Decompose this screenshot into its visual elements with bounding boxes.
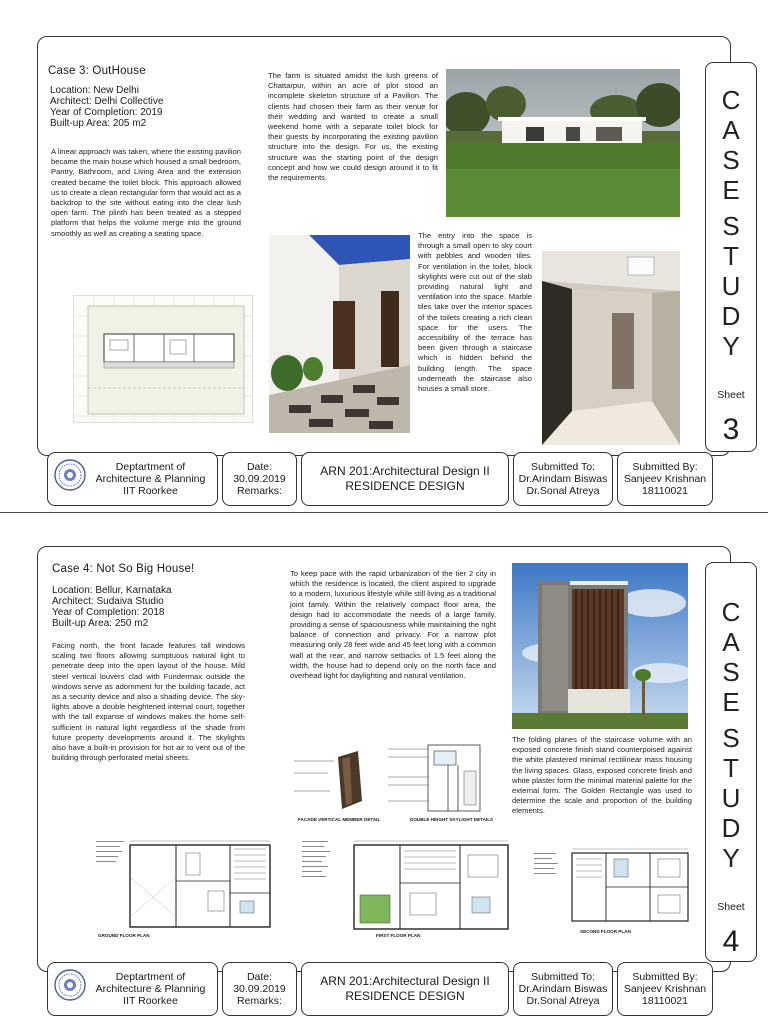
side-letter: E (722, 687, 740, 717)
date-value: 30.09.2019 (233, 983, 286, 995)
plan-label: GROUND FLOOR PLAN (98, 933, 150, 938)
course-box (301, 962, 509, 1016)
date-label: Date: (246, 461, 273, 473)
course-box (301, 452, 509, 506)
submitted-by-box (617, 452, 713, 506)
built-up-area: Built-up Area: 250 m2 (52, 618, 149, 629)
side-letter: U (721, 271, 741, 301)
sheet-3 (0, 0, 768, 508)
side-letter: D (721, 813, 741, 843)
remarks-label: Remarks: (237, 485, 282, 497)
plan-label: SECOND FLOOR PLAN (580, 929, 631, 934)
detail-label: DOUBLE HEIGHT SKYLIGHT DETAILS (410, 817, 494, 822)
enrollment-number: 18110021 (642, 995, 688, 1007)
side-letter: S (722, 211, 740, 241)
submitted-to-name: Dr.Arindam Biswas (518, 473, 608, 485)
side-letter: C (721, 597, 741, 627)
submitted-by-box (617, 962, 713, 1016)
description-paragraph-1: A linear approach was taken, where the existing pavilion became the main house which housed a small bedroom, Pantry, Bathroom, and Living Area and the extension created became the toilet block. This approach allowed us to create a clean rectangular form that would act as a backdrop to the site without eating into the clear lush open farm. The plinth has been treated as a stepped platform that helps the volume merge into the ground smoothly as well as creating a seating space. (51, 147, 241, 238)
side-letter: A (722, 115, 740, 145)
submitted-by-label: Submitted By: (632, 971, 698, 983)
department-line: IIT Roorkee (123, 485, 178, 497)
date-box (222, 962, 297, 1016)
submitted-to-name: Dr.Sonal Atreya (526, 485, 600, 497)
submitted-to-name: Dr.Sonal Atreya (526, 995, 600, 1007)
sheet-4-frame (37, 546, 731, 972)
plan-label: FIRST FLOOR PLAN (376, 933, 421, 938)
courtyard-photo (269, 235, 410, 433)
submitted-to-label: Submitted To: (530, 971, 595, 983)
department-line: IIT Roorkee (123, 995, 178, 1007)
side-label (705, 562, 757, 962)
side-label (705, 62, 757, 452)
submitted-to-name: Dr.Arindam Biswas (518, 983, 608, 995)
completion-year: Year of Completion: 2019 (50, 107, 163, 118)
date-value: 30.09.2019 (233, 473, 286, 485)
side-letter: T (723, 241, 739, 271)
side-letter: U (721, 783, 741, 813)
submitted-to-box (513, 452, 613, 506)
iit-roorkee-logo (54, 459, 86, 491)
built-up-area: Built-up Area: 205 m2 (50, 118, 147, 129)
first-floor-plan (300, 837, 522, 941)
exterior-photo (446, 69, 680, 217)
submitted-to-box (513, 962, 613, 1016)
department-box (47, 452, 218, 506)
iit-roorkee-logo (54, 969, 86, 1001)
side-letter: D (721, 301, 741, 331)
remarks-label: Remarks: (237, 995, 282, 1007)
ground-floor-plan (94, 837, 280, 941)
department-box (47, 962, 218, 1016)
sheet-divider (0, 512, 768, 513)
department-line: Deptartment of (115, 461, 186, 473)
location: Location: New Delhi (50, 85, 139, 96)
course-title: ARN 201:Architectural Design II (320, 974, 490, 988)
side-letter: A (722, 627, 740, 657)
architect: Architect: Delhi Collective (50, 96, 164, 107)
location: Location: Bellur, Karnataka (52, 585, 172, 596)
site-plan-drawing (73, 295, 253, 423)
interior-photo (542, 251, 680, 445)
sheet-3-frame (37, 36, 731, 456)
case-meta (52, 585, 172, 629)
design-title: RESIDENCE DESIGN (345, 989, 465, 1003)
exterior-photo (512, 563, 688, 729)
description-paragraph-3: The entry into the space is through a small open to sky court with pebbles and wooden tiles. For ventilation in the toilet, block skylights were cut out of the slab providing natural light and ventilation into the space. Marble tiles take over the interior spaces of the toilets creating a rich clean space for the users. The accessibility of the terrace has been given through a staircase which is hidden behind the building length. The space underneath the staircase also houses a small store. (418, 231, 532, 394)
department-line: Architecture & Planning (95, 473, 206, 485)
enrollment-number: 18110021 (642, 485, 688, 497)
submitted-by-name: Sanjeev Krishnan (623, 473, 707, 485)
side-letter: Y (722, 331, 740, 361)
second-floor-plan (532, 847, 694, 939)
department-line: Deptartment of (115, 971, 186, 983)
architect: Architect: Sudaiva Studio (52, 596, 164, 607)
sheet-number: 4 (722, 925, 740, 958)
description-paragraph-1: Facing north, the front facade features tall windows scaling two floors allowing sumptuous natural light to penetrate deep into the open layout of the house. Mild steel vertical louvers clad with Fundermax outside the windows serve as adornment for the building facade, act as a security device and also a shading device. The sky-lights above a double heightened internal court, together with the tall expanse of windows makes the home self-sufficient in natural light regardless of the shade from future property developments around it. The skylights also have a built-in provision for hot air to vent out of the building through perforated metal sheets. (52, 641, 245, 763)
side-letter: C (721, 85, 741, 115)
department-line: Architecture & Planning (95, 983, 206, 995)
side-letter: S (722, 145, 740, 175)
construction-details-drawing (288, 741, 498, 831)
side-letter: Y (722, 843, 740, 873)
case-meta (50, 85, 163, 129)
detail-label: FACADE VERTICAL MEMBER DETAIL (298, 817, 381, 822)
sheet-number: 3 (722, 413, 740, 446)
case-title: Case 3: OutHouse (48, 65, 146, 77)
side-letter: E (722, 175, 740, 205)
date-box (222, 452, 297, 506)
case-title: Case 4: Not So Big House! (52, 563, 195, 575)
side-letter: T (723, 753, 739, 783)
sheet-4 (0, 516, 768, 1024)
submitted-by-label: Submitted By: (632, 461, 698, 473)
design-title: RESIDENCE DESIGN (345, 479, 465, 493)
submitted-to-label: Submitted To: (530, 461, 595, 473)
sheet-label: Sheet (717, 389, 745, 401)
side-letter: S (722, 657, 740, 687)
submitted-by-name: Sanjeev Krishnan (623, 983, 707, 995)
course-title: ARN 201:Architectural Design II (320, 464, 490, 478)
description-paragraph-3: The folding planes of the staircase volume with an exposed concrete finish stand counterpoised against the white plastered minimal rectilinear mass housing the living spaces. Glass, exposed concrete finish and white plaster form the minimal material palette for the external form. The Golden Rectangle was used to determine the scale and proportion of the building elements. (512, 735, 692, 816)
side-letter: S (722, 723, 740, 753)
sheet-label: Sheet (717, 901, 745, 913)
description-paragraph-2: The farm is situated amidst the lush greens of Chattarpur, within an acre of plot stood an incomplete skeleton structure of a Pavilion. The clients had chosen their farm as their venue for their wedding and wanted to create a small weekend home with a separate toilet block for their guests by incorporating the existing pavilion structure into the design. For us, the existing structure was the starting point of the design concept and how we could design around it to fit the requirements. (268, 71, 438, 183)
date-label: Date: (246, 971, 273, 983)
description-paragraph-2: To keep pace with the rapid urbanization of the tier 2 city in which the residence is located, the client aspired to upgrade to a modern, luxurious lifestyle while still living as a traditional joint family. Within the relatively compact floor area, the design had to accommodate the needs of a large family, providing a sense of spaciousness while maintaining the right balance of connection and privacy. For a narrow plot measuring only 28 feet wide and 45 feet long with a common wall at the rear, and narrow setbacks of 1.5 feet along the width, the house had to depend only on the north face and overhead light for daylighting and natural ventilation. (290, 569, 496, 681)
completion-year: Year of Completion: 2018 (52, 607, 165, 618)
